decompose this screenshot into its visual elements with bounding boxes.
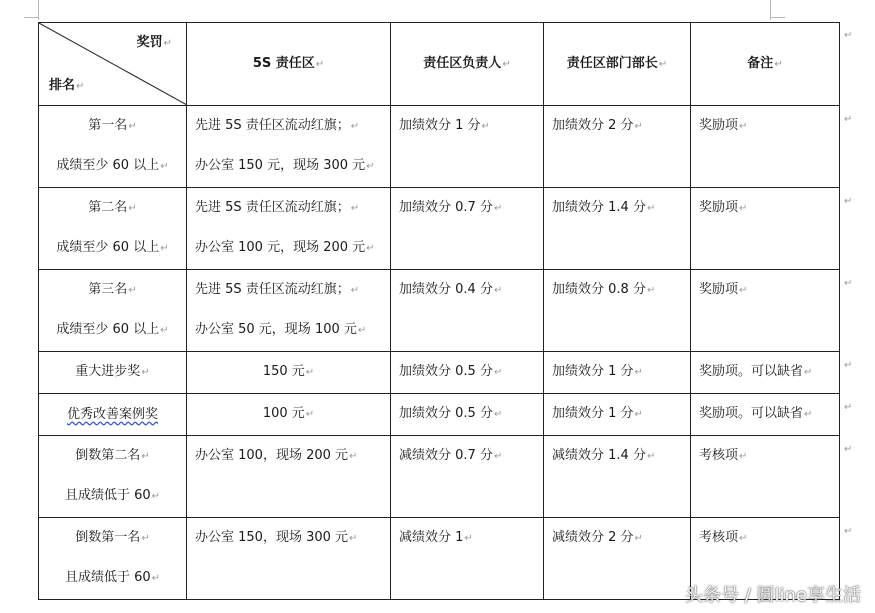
note-cell[interactable]: 奖励项↵	[691, 106, 840, 188]
zone-cell[interactable]: 150 元↵	[187, 352, 391, 394]
owner-cell[interactable]: 加绩效分 0.5 分↵	[391, 394, 544, 436]
zone-cell[interactable]: 先进 5S 责任区流动红旗；↵ 办公室 100 元，现场 200 元↵	[187, 188, 391, 270]
note-cell[interactable]: 奖励项。可以缺省↵	[691, 352, 840, 394]
corner-bottom-label: 排名↵	[49, 78, 85, 93]
table-row	[39, 106, 840, 188]
zone-cell[interactable]: 办公室 150，现场 300 元↵	[187, 518, 391, 600]
minister-cell[interactable]: 加绩效分 2 分↵	[544, 106, 691, 188]
rank-cell[interactable]: 重大进步奖↵	[39, 352, 187, 394]
owner-cell[interactable]: 减绩效分 0.7 分↵	[391, 436, 544, 518]
minister-cell[interactable]: 加绩效分 1 分↵	[544, 352, 691, 394]
corner-header-cell[interactable]	[39, 23, 187, 106]
owner-cell[interactable]: 加绩效分 1 分↵	[391, 106, 544, 188]
header-row	[39, 23, 840, 106]
rank-cell[interactable]: 第三名↵ 成绩至少 60 以上↵	[39, 270, 187, 352]
owner-cell[interactable]: 加绩效分 0.4 分↵	[391, 270, 544, 352]
row-end-mark: ↵	[844, 444, 853, 455]
rank-cell[interactable]: 倒数第一名↵ 且成绩低于 60↵	[39, 518, 187, 600]
rank-cell[interactable]: 倒数第二名↵ 且成绩低于 60↵	[39, 436, 187, 518]
note-cell[interactable]: 奖励项↵	[691, 188, 840, 270]
table-row	[39, 436, 840, 518]
note-cell[interactable]: 奖励项。可以缺省↵	[691, 394, 840, 436]
header-minister[interactable]: 责任区部门部长↵	[544, 23, 691, 106]
rank-cell[interactable]: 第一名↵ 成绩至少 60 以上↵	[39, 106, 187, 188]
header-zone[interactable]: 5S 责任区↵	[187, 23, 391, 106]
zone-cell[interactable]: 办公室 100，现场 200 元↵	[187, 436, 391, 518]
rank-cell[interactable]: 优秀改善案例奖	[39, 394, 187, 436]
page-margin-left	[38, 0, 39, 20]
page-margin-left-tick	[24, 17, 38, 18]
owner-cell[interactable]: 减绩效分 1↵	[391, 518, 544, 600]
source-watermark: 头条号 / 圆line享生活	[685, 585, 861, 606]
row-end-mark: ↵	[844, 526, 853, 537]
minister-cell[interactable]: 加绩效分 1 分↵	[544, 394, 691, 436]
row-end-mark: ↵	[844, 114, 853, 125]
note-cell[interactable]: 考核项↵	[691, 436, 840, 518]
row-end-mark: ↵	[844, 278, 853, 289]
rank-cell[interactable]: 第二名↵ 成绩至少 60 以上↵	[39, 188, 187, 270]
row-end-mark: ↵	[844, 30, 853, 41]
reward-penalty-table	[38, 22, 840, 600]
zone-cell[interactable]: 先进 5S 责任区流动红旗；↵ 办公室 150 元，现场 300 元↵	[187, 106, 391, 188]
note-cell[interactable]: 考核项↵	[691, 518, 840, 600]
minister-cell[interactable]: 加绩效分 0.8 分↵	[544, 270, 691, 352]
table-row	[39, 394, 840, 436]
header-note[interactable]: 备注↵	[691, 23, 840, 106]
minister-cell[interactable]: 加绩效分 1.4 分↵	[544, 188, 691, 270]
row-end-mark: ↵	[844, 402, 853, 413]
row-end-mark: ↵	[844, 360, 853, 371]
note-cell[interactable]: 奖励项↵	[691, 270, 840, 352]
table-row	[39, 188, 840, 270]
table-row	[39, 270, 840, 352]
owner-cell[interactable]: 加绩效分 0.5 分↵	[391, 352, 544, 394]
header-owner[interactable]: 责任区负责人↵	[391, 23, 544, 106]
minister-cell[interactable]: 减绩效分 1.4 分↵	[544, 436, 691, 518]
page-margin-right-tick	[771, 17, 785, 18]
table-row	[39, 352, 840, 394]
owner-cell[interactable]: 加绩效分 0.7 分↵	[391, 188, 544, 270]
corner-top-label: 奖罚↵	[136, 35, 172, 50]
zone-cell[interactable]: 先进 5S 责任区流动红旗；↵ 办公室 50 元，现场 100 元↵	[187, 270, 391, 352]
zone-cell[interactable]: 100 元↵	[187, 394, 391, 436]
minister-cell[interactable]: 减绩效分 2 分↵	[544, 518, 691, 600]
row-end-mark: ↵	[844, 196, 853, 207]
